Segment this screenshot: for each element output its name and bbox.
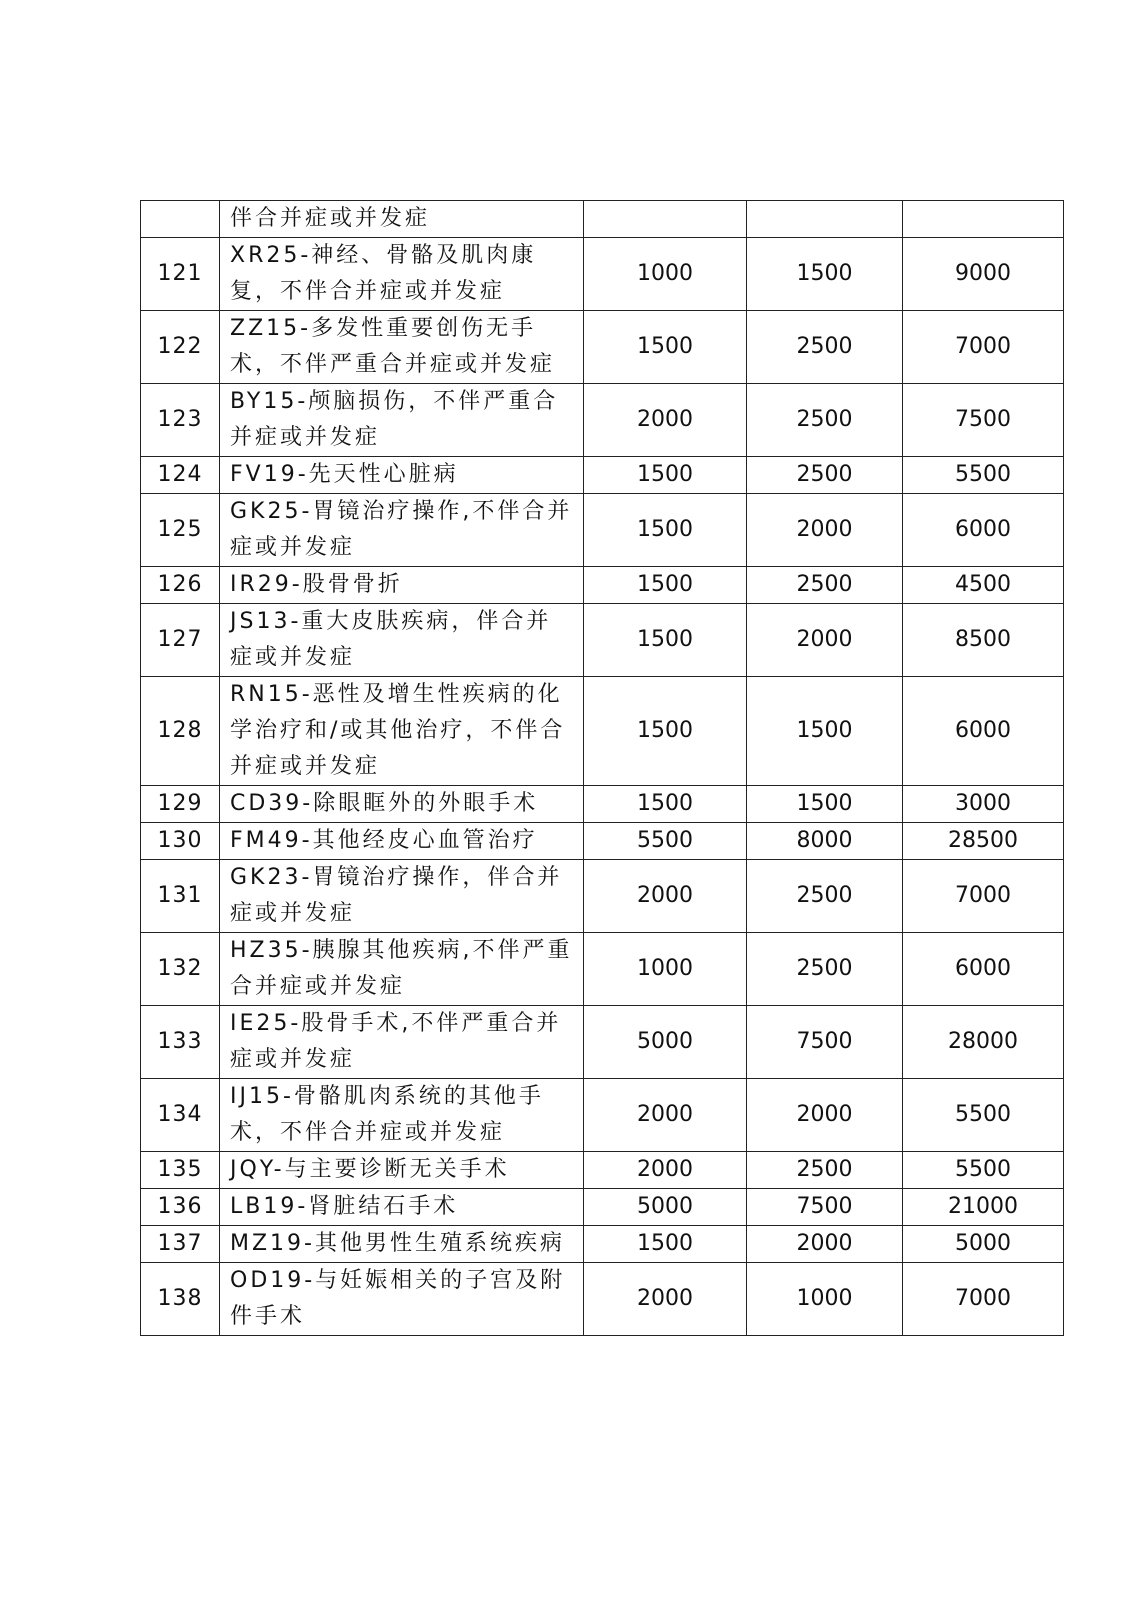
value-col-3 (903, 201, 1064, 238)
table-row (141, 677, 1064, 786)
value-col-3: 8500 (903, 604, 1064, 677)
value-col-1: 1500 (584, 311, 747, 384)
drg-name: ZZ15-多发性重要创伤无手术，不伴严重合并症或并发症 (220, 311, 584, 384)
table-row (141, 567, 1064, 604)
drg-name: FM49-其他经皮心血管治疗 (220, 823, 584, 860)
drg-name: CD39-除眼眶外的外眼手术 (220, 786, 584, 823)
row-number: 125 (141, 494, 220, 567)
drg-name: IR29-股骨骨折 (220, 567, 584, 604)
value-col-1: 2000 (584, 1263, 747, 1336)
value-col-1: 5000 (584, 1189, 747, 1226)
table-row (141, 1263, 1064, 1336)
value-col-1: 1500 (584, 677, 747, 786)
drg-name: MZ19-其他男性生殖系统疾病 (220, 1226, 584, 1263)
value-col-3: 7000 (903, 1263, 1064, 1336)
row-number: 130 (141, 823, 220, 860)
row-number: 138 (141, 1263, 220, 1336)
drg-name: JS13-重大皮肤疾病，伴合并症或并发症 (220, 604, 584, 677)
value-col-1: 1500 (584, 567, 747, 604)
table-row (141, 457, 1064, 494)
value-col-3: 21000 (903, 1189, 1064, 1226)
drg-name: RN15-恶性及增生性疾病的化学治疗和/或其他治疗，不伴合并症或并发症 (220, 677, 584, 786)
value-col-3: 28500 (903, 823, 1064, 860)
value-col-3: 5500 (903, 1152, 1064, 1189)
table-row (141, 1006, 1064, 1079)
table-row (141, 1152, 1064, 1189)
table-row (141, 384, 1064, 457)
value-col-2: 7500 (747, 1189, 903, 1226)
row-number: 128 (141, 677, 220, 786)
row-number: 133 (141, 1006, 220, 1079)
value-col-2: 2500 (747, 1152, 903, 1189)
drg-name: LB19-肾脏结石手术 (220, 1189, 584, 1226)
value-col-1: 2000 (584, 1079, 747, 1152)
value-col-2: 8000 (747, 823, 903, 860)
row-number: 135 (141, 1152, 220, 1189)
drg-name: HZ35-胰腺其他疾病,不伴严重合并症或并发症 (220, 933, 584, 1006)
drg-name: GK25-胃镜治疗操作,不伴合并症或并发症 (220, 494, 584, 567)
value-col-3: 5000 (903, 1226, 1064, 1263)
table-row (141, 1189, 1064, 1226)
row-number: 126 (141, 567, 220, 604)
value-col-3: 7000 (903, 860, 1064, 933)
value-col-1: 1500 (584, 1226, 747, 1263)
value-col-1 (584, 201, 747, 238)
value-col-1: 1000 (584, 238, 747, 311)
value-col-3: 5500 (903, 1079, 1064, 1152)
value-col-1: 2000 (584, 860, 747, 933)
value-col-3: 7000 (903, 311, 1064, 384)
value-col-2: 1500 (747, 677, 903, 786)
value-col-2: 1500 (747, 238, 903, 311)
drg-name: IE25-股骨手术,不伴严重合并症或并发症 (220, 1006, 584, 1079)
value-col-2: 2500 (747, 311, 903, 384)
value-col-3: 7500 (903, 384, 1064, 457)
value-col-1: 1500 (584, 604, 747, 677)
table-row (141, 311, 1064, 384)
value-col-3: 4500 (903, 567, 1064, 604)
value-col-3: 6000 (903, 494, 1064, 567)
table-row (141, 604, 1064, 677)
value-col-1: 2000 (584, 384, 747, 457)
value-col-2: 2500 (747, 457, 903, 494)
table-body (141, 201, 1064, 1336)
value-col-3: 5500 (903, 457, 1064, 494)
table-row (141, 494, 1064, 567)
value-col-1: 1500 (584, 786, 747, 823)
table-row (141, 860, 1064, 933)
value-col-2: 1500 (747, 786, 903, 823)
table-row (141, 823, 1064, 860)
value-col-1: 5000 (584, 1006, 747, 1079)
value-col-3: 6000 (903, 933, 1064, 1006)
table-row (141, 201, 1064, 238)
table-row (141, 1226, 1064, 1263)
row-number: 129 (141, 786, 220, 823)
row-number: 137 (141, 1226, 220, 1263)
value-col-1: 5500 (584, 823, 747, 860)
drg-fee-table (140, 200, 1064, 1336)
table-row (141, 1079, 1064, 1152)
drg-name: OD19-与妊娠相关的子宫及附件手术 (220, 1263, 584, 1336)
table-row (141, 933, 1064, 1006)
value-col-2: 2500 (747, 860, 903, 933)
value-col-2: 2000 (747, 1079, 903, 1152)
value-col-2: 1000 (747, 1263, 903, 1336)
row-number: 124 (141, 457, 220, 494)
row-number: 131 (141, 860, 220, 933)
row-number: 136 (141, 1189, 220, 1226)
value-col-3: 3000 (903, 786, 1064, 823)
row-number (141, 201, 220, 238)
value-col-2: 2500 (747, 384, 903, 457)
value-col-1: 1000 (584, 933, 747, 1006)
value-col-2: 2000 (747, 1226, 903, 1263)
value-col-1: 1500 (584, 457, 747, 494)
value-col-2: 2500 (747, 933, 903, 1006)
value-col-1: 2000 (584, 1152, 747, 1189)
drg-name: JQY-与主要诊断无关手术 (220, 1152, 584, 1189)
value-col-3: 6000 (903, 677, 1064, 786)
row-number: 132 (141, 933, 220, 1006)
drg-name: XR25-神经、骨骼及肌肉康复，不伴合并症或并发症 (220, 238, 584, 311)
value-col-3: 9000 (903, 238, 1064, 311)
row-number: 121 (141, 238, 220, 311)
drg-name: GK23-胃镜治疗操作，伴合并症或并发症 (220, 860, 584, 933)
row-number: 122 (141, 311, 220, 384)
value-col-1: 1500 (584, 494, 747, 567)
value-col-2: 2500 (747, 567, 903, 604)
value-col-3: 28000 (903, 1006, 1064, 1079)
row-number: 123 (141, 384, 220, 457)
drg-name: BY15-颅脑损伤，不伴严重合并症或并发症 (220, 384, 584, 457)
value-col-2: 2000 (747, 604, 903, 677)
drg-name: IJ15-骨骼肌肉系统的其他手术，不伴合并症或并发症 (220, 1079, 584, 1152)
value-col-2: 2000 (747, 494, 903, 567)
row-number: 127 (141, 604, 220, 677)
value-col-2: 7500 (747, 1006, 903, 1079)
table-row (141, 238, 1064, 311)
row-number: 134 (141, 1079, 220, 1152)
drg-name: 伴合并症或并发症 (220, 201, 584, 238)
table-row (141, 786, 1064, 823)
value-col-2 (747, 201, 903, 238)
drg-name: FV19-先天性心脏病 (220, 457, 584, 494)
